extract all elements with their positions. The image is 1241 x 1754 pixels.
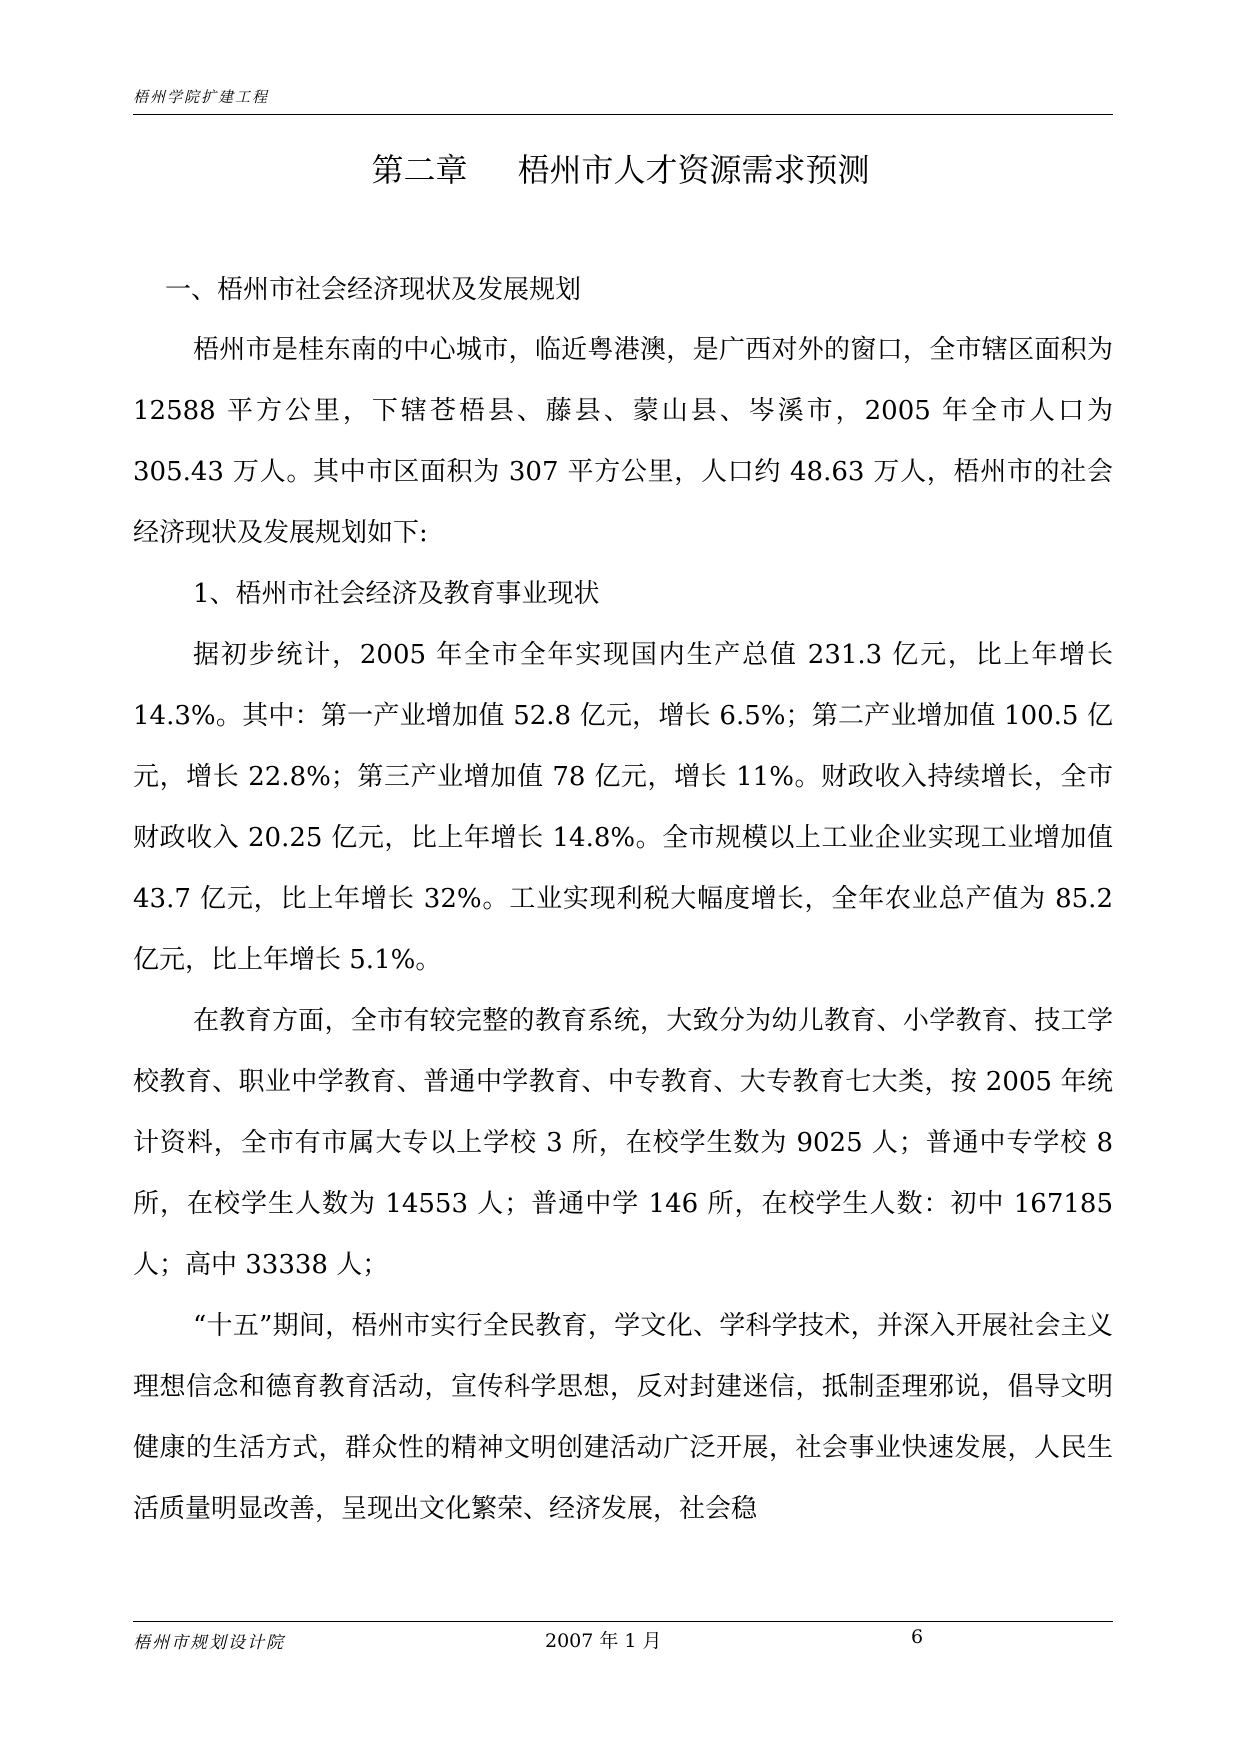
footer-date: 2007 年 1 月 <box>545 1630 662 1652</box>
chapter-title <box>0 148 1241 192</box>
paragraph: 在教育方面，全市有较完整的教育系统，大致分为幼儿教育、小学教育、技工学校教育、职业中学教育、普通中学教育、中专教育、大专教育七大类，按 2005 年统计资料，全市有市属大专以上学校 3 所，在校学生数为 9025 人；普通中专学校 8 所，在校学生人数为 14553 人；普通中学 146 所，在校学生人数：初中 167185 人；高中 33338 人； <box>133 1006 1113 1280</box>
footer-divider <box>133 1621 1113 1622</box>
paragraph: 据初步统计，2005 年全市全年实现国内生产总值 231.3 亿元，比上年增长 14.3%。其中：第一产业增加值 52.8 亿元，增长 6.5%；第二产业增加值 100.5 亿元，增长 22.8%；第三产业增加值 78 亿元，增长 11%。财政收入持续增长，全市财政收入 20.25 亿元，比上年增长 14.8%。全市规模以上工业企业实现工业增加值 43.7 亿元，比上年增长 32%。工业实现利税大幅度增长，全年农业总产值为 85.2 亿元，比上年增长 5.1%。 <box>133 640 1113 975</box>
header-divider <box>133 114 1113 115</box>
running-header: 梧州学院扩建工程 <box>133 88 270 106</box>
paragraph: “十五”期间，梧州市实行全民教育，学文化、学科学技术，并深入开展社会主义理想信念和德育教育活动，宣传科学思想，反对封建迷信，抵制歪理邪说，倡导文明健康的生活方式，群众性的精神文明创建活动广泛开展，社会事业快速发展，人民生活质量明显改善，呈现出文化繁荣、经济发展，社会稳 <box>133 1311 1113 1524</box>
page-number: 6 <box>911 1626 924 1648</box>
body-text <box>133 320 1113 1540</box>
chapter-name: 梧州市人才资源需求预测 <box>517 151 870 189</box>
paragraph: 梧州市是桂东南的中心城市，临近粤港澳，是广西对外的窗口，全市辖区面积为 12588 平方公里，下辖苍梧县、藤县、蒙山县、岑溪市，2005 年全市人口为 305.43 万人。其中市区面积为 307 平方公里，人口约 48.63 万人，梧州市的社会经济现状及发展规划如下: <box>133 335 1113 548</box>
section-heading: 一、梧州市社会经济现状及发展规划 <box>165 275 582 305</box>
subsection-heading: 1、梧州市社会经济及教育事业现状 <box>193 579 600 609</box>
footer-organization: 梧州市规划设计院 <box>133 1633 285 1653</box>
chapter-number: 第二章 <box>371 151 468 189</box>
